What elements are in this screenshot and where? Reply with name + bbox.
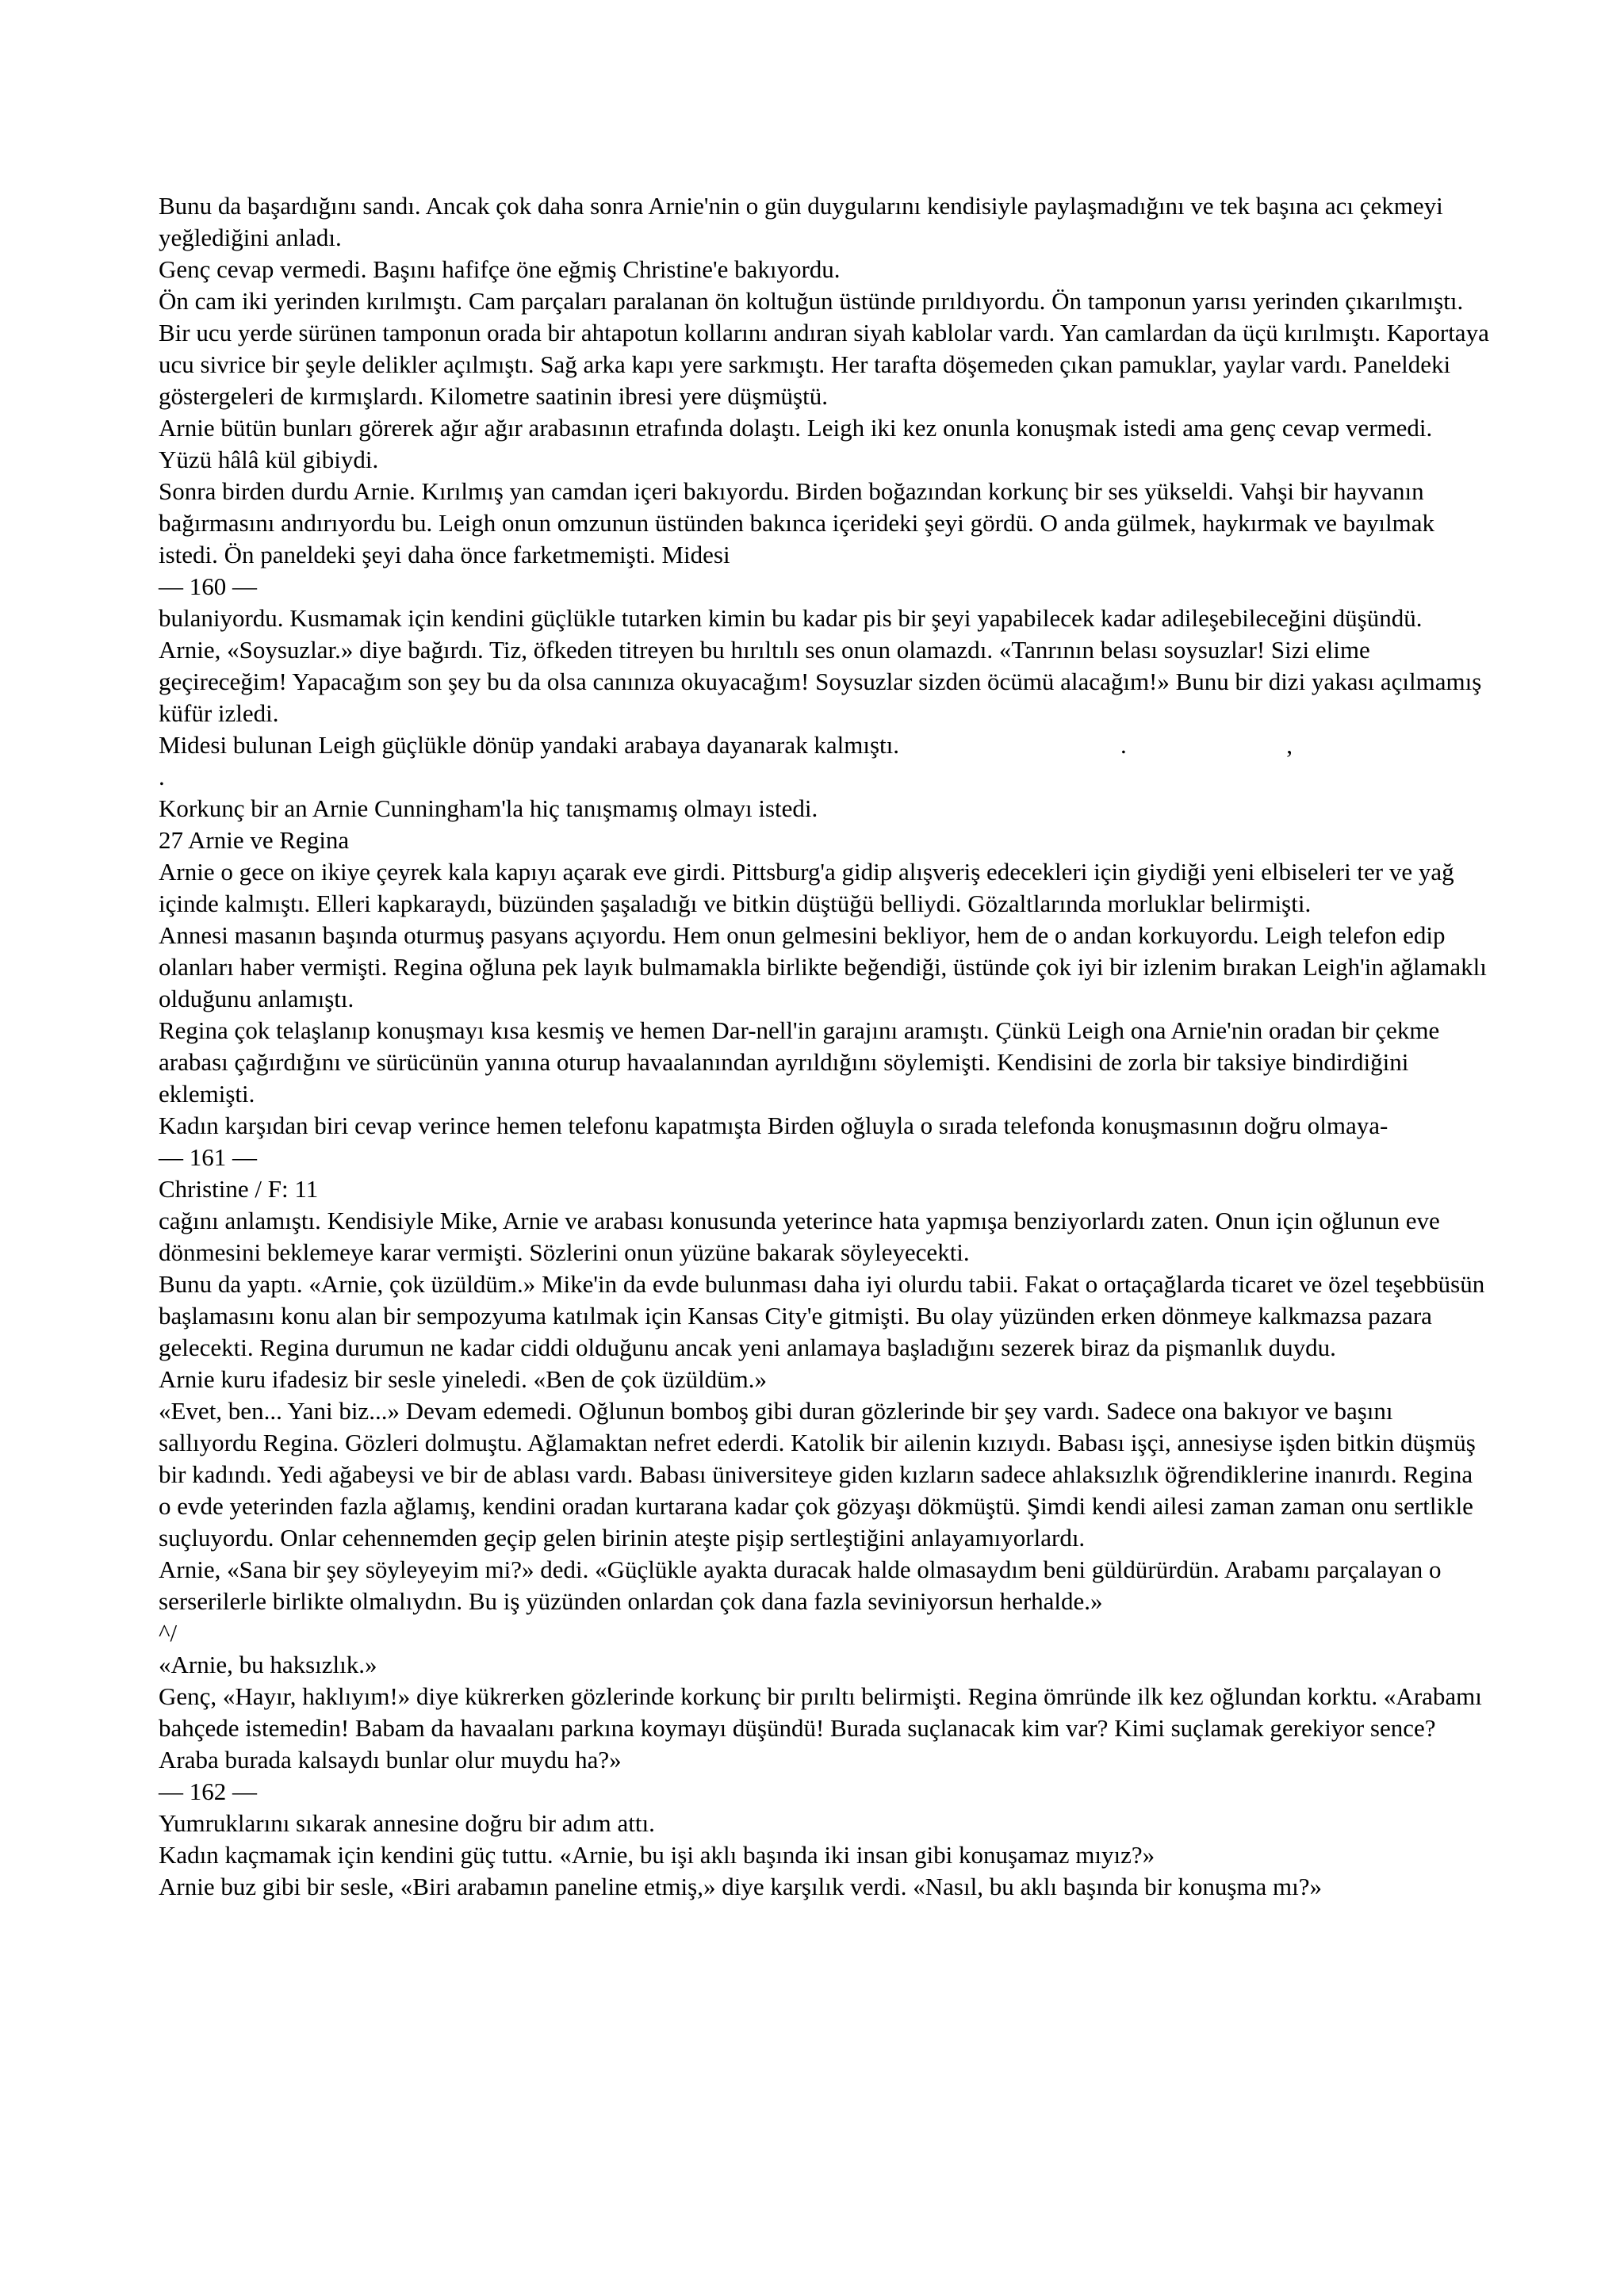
stray-dot: . <box>1120 731 1127 759</box>
paragraph: Sonra birden durdu Arnie. Kırılmış yan camdan içeri bakıyordu. Birden boğazından korkunç bir ses yükseldi. Vahşi bir hayvanın bağırmasını andırıyordu bu. Leigh onun omzunun üstünden bakınca içerideki şeyi gördü. O anda gülmek, haykırmak ve bayılmak istedi. Ön paneldeki şeyi daha önce farketmemişti. Midesi <box>159 477 1435 568</box>
paragraph: Kadın karşıdan biri cevap verince hemen telefonu kapatmıştа Birden oğluyla o sırada telefonda konuşmasının doğru olmaya- <box>159 1112 1388 1139</box>
page-signature: Christine / F: 11 <box>159 1175 319 1203</box>
paragraph: Arnie bütün bunları görerek ağır ağır arabasının etrafında dolaştı. Leigh iki kez onunla konuşmak istedi ama genç cevap vermedi. Yüzü hâlâ kül gibiydi. <box>159 414 1433 473</box>
paragraph: Regina çok telaşlanıp konuşmayı kısa kesmiş ve hemen Dar-nell'in garajını aramıştı. Çünkü Leigh ona Arnie'nin oradan bir çekme arabası çağırdığını ve sürücünün yanına oturup havaalanından ayrıldığını söylemişti. Kendisini de zorla bir taksiye bindirdiğini eklemişti. <box>159 1016 1440 1108</box>
paragraph: Arnie kuru ifadesiz bir sesle yineledi. «Ben de çok üzüldüm.» <box>159 1365 768 1393</box>
spacer <box>899 731 1120 759</box>
paragraph: Korkunç bir an Arnie Cunningham'la hiç tanışmamış olmayı istedi. <box>159 794 818 822</box>
paragraph: «Arnie, bu haksızlık.» <box>159 1651 377 1678</box>
stray-comma: , <box>1286 731 1293 759</box>
paragraph: Kadın kaçmamak için kendini güç tuttu. «Arnie, bu işi aklı başında iki insan gibi konuşamaz mıyız?» <box>159 1841 1155 1869</box>
page-number: — 160 — <box>159 572 257 600</box>
spacer <box>1127 731 1287 759</box>
paragraph: Annesi masanın başında oturmuş pasyans açıyordu. Hem onun gelmesini bekliyor, hem de o andan korkuyordu. Leigh telefon edip olanları haber vermişti. Regina oğluna pek layık bulmamakla birlikte beğendiği, üstünde çok iyi bir izlenim bırakan Leigh'in ağlamaklı olduğunu anlamıştı. <box>159 921 1487 1012</box>
paragraph: Genç, «Hayır, haklıyım!» diye kükrerken gözlerinde korkunç bir pırıltı belirmişti. Regina ömründe ilk kez oğlundan korktu. «Arabamı bahçede istemedin! Babam da havaalanı parkına koymayı düşündü! Burada suçlanacak kim var? Kimi suçlamak gerekiyor sence? Araba burada kalsaydı bunlar olur muydu ha?» <box>159 1682 1482 1774</box>
document-page <box>159 190 1491 1903</box>
paragraph: Yumruklarını sıkarak annesine doğru bir adım attı. <box>159 1809 655 1837</box>
page-number: — 162 — <box>159 1777 257 1805</box>
paragraph: Arnie buz gibi bir sesle, «Biri arabamın paneline etmiş,» diye karşılık verdi. «Nasıl, bu aklı başında bir konuşma mı?» <box>159 1873 1323 1900</box>
paragraph: «Evet, ben... Yani biz...» Devam edemedi. Oğlunun bomboş gibi duran gözlerinde bir şey vardı. Sadece ona bakıyor ve başını sallıyordu Regina. Gözleri dolmuştu. Ağlamaktan nefret ederdi. Katolik bir ailenin kızıydı. Babası işçi, annesiyse işden bitkin düşmüş bir kadındı. Yedi ağabeysi ve bir de ablası vardı. Babası üniversiteye giden kızların sadece ahlaksızlık öğrendiklerine inanırdı. Regina o evde yeterinden fazla ağlamış, kendini oradan kurtarana kadar çok gözyaşı dökmüştü. Şimdi kendi ailesi zaman zaman onu sertlikle suçluyordu. Onlar cehennemden geçip gelen birinin ateşte pişip sertleştiğini anlayamıyorlardı. <box>159 1397 1476 1552</box>
paragraph: Bunu da yaptı. «Arnie, çok üzüldüm.» Mike'in da evde bulunması daha iyi olurdu tabii. Fakat o ortaçağlarda ticaret ve özel teşebbüsün başlamasını konu alan bir sempozyuma katılmak için Kansas City'e gitmişti. Bu olay yüzünden erken dönmeye kalkmazsa pazara gelecekti. Regina durumun ne kadar ciddi olduğunu ancak yeni anlamaya başladığını sezerek biraz da pişmanlık duydu. <box>159 1270 1485 1361</box>
chapter-heading: 27 Arnie ve Regina <box>159 826 350 854</box>
paragraph: Ön cam iki yerinden kırılmıştı. Cam parçaları paralanan ön koltuğun üstünde pırıldıyordu. Ön tamponun yarısı yerinden çıkarılmıştı. Bir ucu yerde sürünen tamponun orada bir ahtapotun kollarını andıran siyah kablolar vardı. Yan camlardan da üçü kırılmıştı. Kaportaya ucu sivrice bir şeyle delikler açılmıştı. Sağ arka kapı yere sarkmıştı. Her tarafta döşemeden çıkan pamuklar, yaylar vardı. Paneldeki göstergeleri de kırmışlardı. Kilometre saatinin ibresi yere düşmüştü. <box>159 287 1489 410</box>
page-number: — 161 — <box>159 1143 257 1171</box>
paragraph: Bunu da başardığını sandı. Ancak çok daha sonra Arnie'nin o gün duygularını kendisiyle paylaşmadığını ve tek başına acı çekmeyi yeğlediğini anladı. <box>159 192 1443 251</box>
paragraph-with-stray-marks <box>159 729 1491 761</box>
paragraph-text: Midesi bulunan Leigh güçlükle dönüp yandaki arabaya dayanarak kalmıştı. <box>159 731 900 759</box>
paragraph: Arnie, «Soysuzlar.» diye bağırdı. Tiz, öfkeden titreyen bu hırıltılı ses onun olamazdı. «Tanrının belası soysuzlar! Sizi elime geçireceğim! Yapacağım son şey bu da olsa canınıza okuyacağım! Soysuzlar sizden öcümü alacağım!» Bunu bir dizi yakası açılmamış küfür izledi. <box>159 636 1482 727</box>
paragraph: cağını anlamıştı. Kendisiyle Mike, Arnie ve arabası konusunda yeterince hata yapmışa benziyorlardı zaten. Onun için oğlunun eve dönmesini beklemeye karar vermişti. Sözlerini onun yüzüne bakarak söyleyecekti. <box>159 1207 1440 1266</box>
stray-line: ^/ <box>159 1619 178 1647</box>
paragraph: Arnie o gece on ikiye çeyrek kala kapıyı açarak eve girdi. Pittsburg'a gidip alışveriş edecekleri için giydiği yeni elbiseleri ter ve yağ içinde kalmıştı. Elleri kapkaraydı, büzünden şaşaladığı ve bitkin düştüğü belliydi. Gözaltlarında morluklar belirmişti. <box>159 858 1454 917</box>
paragraph: Genç cevap vermedi. Başını hafifçe öne eğmiş Christine'e bakıyordu. <box>159 255 841 283</box>
stray-line: . <box>159 763 165 790</box>
paragraph: bulaniyordu. Kusmamak için kendini güçlükle tutarken kimin bu kadar pis bir şeyi yapabilecek kadar adileşebileceğini düşündü. <box>159 604 1423 632</box>
paragraph: Arnie, «Sana bir şey söyleyeyim mi?» dedi. «Güçlükle ayakta duracak halde olmasaydım beni güldürürdün. Arabamı parçalayan o serserilerle birlikte olmalıydın. Bu iş yüzünden onlardan çok dana fazla seviniyorsun herhalde.» <box>159 1556 1442 1615</box>
